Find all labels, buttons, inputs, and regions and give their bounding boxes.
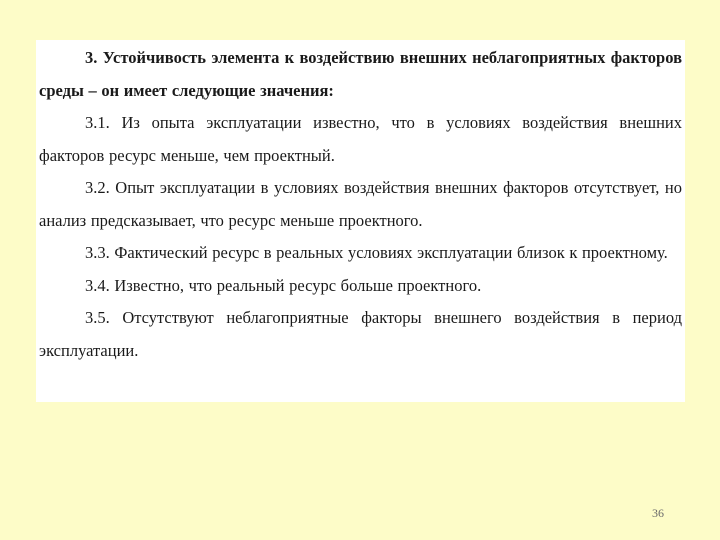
list-item-3-4: 3.4. Известно, что реальный ресурс больше проектного. [85,275,482,295]
list-item-3-2: 3.2. Опыт эксплуатации в условиях воздействия внешних факторов отсутствует, но анализ предсказывает, что ресурс меньше проектного. [39,178,682,230]
list-item-3-1: 3.1. Из опыта эксплуатации известно, что в условиях воздействия внешних факторов ресурс меньше, чем проектный. [39,113,682,165]
section-heading: 3. Устойчивость элемента к воздействию внешних неблагоприятных факторов среды – он имеет следующие значения: [39,48,682,100]
list-item-3-5: 3.5. Отсутствуют неблагоприятные факторы внешнего воздействия в период эксплуатации. [39,308,682,360]
page-number: 36 [652,506,664,520]
document-text-block [36,40,685,402]
list-item-3-3: 3.3. Фактический ресурс в реальных условиях эксплуатации близок к проектному. [85,243,668,262]
